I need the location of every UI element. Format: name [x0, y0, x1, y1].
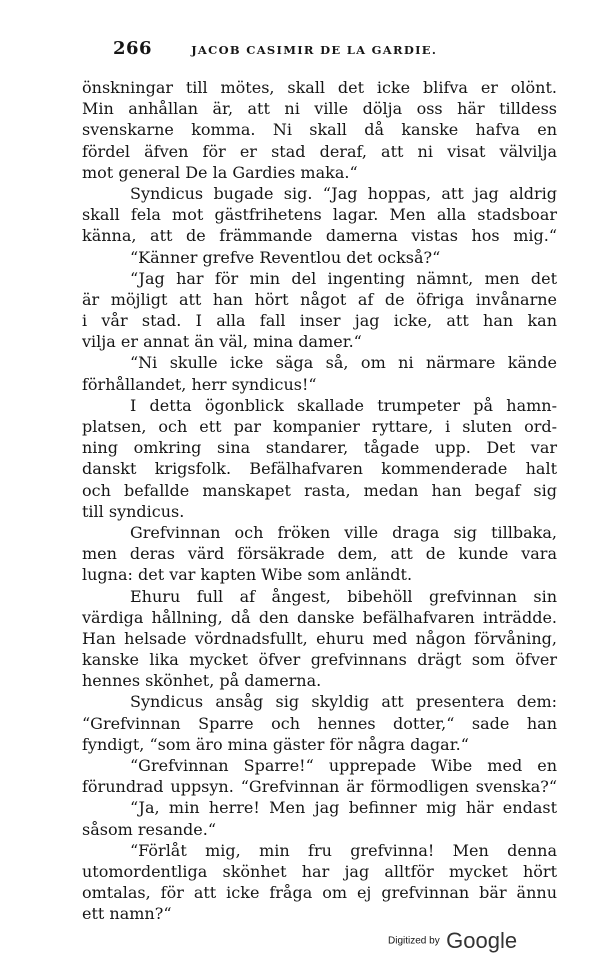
text-line: förundrad uppsyn. “Grefvinnan är förmodligen svenska?“	[82, 777, 557, 797]
body-text	[82, 77, 557, 925]
text-line: skall fela mot gästfrihetens lagar. Men alla stadsboar	[82, 205, 557, 225]
digitized-by-label: Digitized by	[388, 935, 440, 947]
text-line: danskt krigsfolk. Befälhafvaren kommenderade halt	[82, 459, 557, 479]
text-line: Min anhållan är, att ni ville dölja oss här tilldess	[82, 99, 557, 119]
text-line: hennes skönhet, på damerna.	[82, 671, 322, 691]
text-line: värdiga hållning, då den danske befälhafvaren inträdde.	[82, 607, 557, 627]
text-line: fyndigt, “som äro mina gäster för några dagar.“	[82, 734, 469, 754]
text-line: “Ja, min herre! Men jag befinner mig här endast	[130, 798, 557, 818]
text-line: “Känner grefve Reventlou det också?“	[130, 247, 441, 267]
text-line: vilja er annat än väl, mina damer.“	[82, 332, 362, 352]
text-line: önskningar till mötes, skall det icke blifva er olönt.	[82, 78, 557, 97]
text-line: men deras värd försäkrade dem, att de kunde vara	[82, 544, 557, 564]
text-line: kanske lika mycket öfver grefvinnans drägt som öfver	[82, 650, 557, 670]
text-line: platsen, och ett par kompanier ryttare, i sluten ord-	[82, 417, 557, 436]
text-line: I detta ögonblick skallade trumpeter på hamn-	[130, 395, 557, 415]
text-line: Ehuru full af ångest, bibehöll grefvinnan sin	[130, 586, 557, 606]
text-line: “Ni skulle icke säga så, om ni närmare kände	[130, 353, 557, 373]
text-line: är möjligt att han hört något af de öfriga invånarne	[82, 289, 557, 309]
text-line: “Jag har för min del ingenting nämnt, men det	[130, 268, 557, 288]
text-line: ning omkring sina standarer, tågade upp. Det var	[82, 438, 557, 458]
digitized-by-google	[388, 928, 517, 954]
text-line: omtalas, för att icke fråga om ej grefvinnan bär ännu	[82, 883, 557, 903]
text-line: såsom resande.“	[82, 819, 216, 839]
text-line: Han helsade vördnadsfullt, ehuru med någon förvåning,	[82, 628, 557, 648]
text-line: “Grefvinnan Sparre!“ upprepade Wibe med en	[130, 756, 557, 775]
text-line: utomordentliga skönhet har jag alltför mycket hört	[82, 861, 557, 881]
page-number: 266	[113, 38, 153, 59]
text-line: mot general De la Gardies maka.“	[82, 162, 358, 182]
text-line: Grefvinnan och fröken ville draga sig tillbaka,	[130, 522, 557, 542]
page-header	[113, 38, 513, 59]
text-line: Syndicus bugade sig. “Jag hoppas, att jag aldrig	[130, 183, 557, 203]
text-line: fördel äfven för er stad deraf, att ni visat välvilja	[82, 141, 557, 161]
text-line: ett namn?“	[82, 904, 172, 924]
text-line: känna, att de främmande damerna vistas hos mig.“	[82, 226, 557, 246]
text-line: “Grefvinnan Sparre och hennes dotter,“ sade han	[82, 713, 557, 733]
text-line: Syndicus ansåg sig skyldig att presentera dem:	[130, 692, 557, 712]
text-line: i vår stad. I alla fall inser jag icke, att han kan	[82, 311, 557, 331]
text-line: lugna: det var kapten Wibe som anländt.	[82, 565, 413, 585]
text-line: “Förlåt mig, min fru grefvinna! Men denna	[130, 840, 557, 860]
google-logo: Google	[446, 928, 518, 953]
text-line: svenskarne komma. Ni skall då kanske hafva en	[82, 120, 557, 140]
text-line: och befallde manskapet rasta, medan han begaf sig	[82, 480, 557, 500]
text-line: förhållandet, herr syndicus!“	[82, 374, 317, 394]
running-title: JACOB CASIMIR DE LA GARDIE.	[191, 43, 438, 57]
text-line: till syndicus.	[82, 501, 185, 521]
